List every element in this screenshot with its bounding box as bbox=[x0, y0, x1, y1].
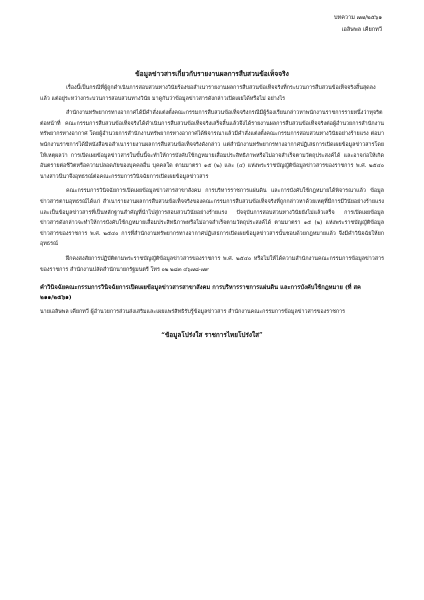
document-title: ข้อมูลข่าวสารเกี่ยวกับรายงานผลการสืบสวนข้อเท็จจริง bbox=[135, 70, 289, 78]
decision-heading: คำวินิจฉัยคณะกรรมการวินิจฉัยการเปิดเผยข้อมูลข่าวสารสาขาสังคม การบริหารราชการแผ่นดิน และการบังคับใช้กฎหมาย (ที่ สค ๒๑๑/๒๕๖๑) bbox=[40, 285, 361, 302]
paragraph-ruling: คณะกรรมการวินิจฉัยการเปิดเผยข้อมูลข่าวสารสาขาสังคม การบริหารราชการแผ่นดิน และการบังคับใช้กฎหมายได้พิจารณาแล้ว ข้อมูลข่าวสารตามอุทธรณ์ได้แก่ สำเนารายงานผลการสืบสวนข้อเท็จจริงของคณะกรรมการสืบสวนข้อเท็จจริงที่ถูกกล่าวหาด้วยเหตุที่มีการมีวินัยอย่างร้ายแรง และเป็นข้อมูลข่าวสารที่เป็นหลักฐานสำคัญที่นำไปสู่การสอบสวนวินัยอย่างร้ายแรง ปัจจุบันการสอบสวนทางวินัยยังไม่แล้วเสร็จ การเปิดเผยข้อมูลข่าวสารดังกล่าวจะทำให้การบังคับใช้กฎหมายเสื่อมประสิทธิภาพหรือไม่อาจสำเร็จตามวัตถุประสงค์ได้ ตามมาตรา ๑๕ (๒) แห่งพระราชบัญญัติข้อมูลข่าวสารของราชการ พ.ศ. ๒๕๔๐ การที่สำนักงานทรัพยากรทางอากาศปฏิเสธการเปิดเผยข้อมูลข่าวสารนั้นชอบด้วยกฎหมายแล้ว จึงมีคำวินิจฉัยให้ยกอุทธรณ์ bbox=[40, 188, 384, 248]
header-author: เอลิษพล เคียกทวี bbox=[341, 27, 382, 33]
paragraph-intro: เรื่องนี้เป็นกรณีที่ผู้ถูกดำเนินการสอบสวนทางวินัยร้องขอสำเนารายงานผลการสืบสวนข้อเท็จจริงที่กระบวนการสืบสวนข้อเท็จจริงสิ้นสุดลงแล้ว แต่อยู่ระหว่างกระบวนการสอบสวนทางวินัย มาดูกันว่าข้อมูลข่าวสารดังกล่าวเปิดเผยได้หรือไม่ อย่างไร bbox=[40, 85, 376, 102]
slogan: “ข้อมูลโปร่งใส ราชการไทยโปร่งใส” bbox=[161, 330, 263, 339]
author-block: นายเอลิษพล เคียกทวี ผู้อำนวยการส่วนส่งเสริมและเผยแพร่สิทธิรับรู้ข้อมูลข่าวสาร สำนักงานคณะกรรมการข้อมูลข่าวสารของราชการ bbox=[40, 309, 346, 316]
paragraph-facts: สำนักงานทรัพยากรทางอากาศได้มีคำสั่งแต่งตั้งคณะกรรมการสืบสวนข้อเท็จจริงกรณีมีผู้ร้องเรียนกล่าวหาพนักงานราชการรายหนึ่งว่าทุจริตต่อหน้าที่ คณะกรรมการสืบสวนข้อเท็จจริงได้ดำเนินการสืบสวนข้อเท็จจริงเสร็จสิ้นแล้วจึงได้รายงานผลการสืบสวนข้อเท็จจริงต่อผู้อำนวยการสำนักงานทรัพยากรทางอากาศ โดยผู้อำนวยการสำนักงานทรัพยากรทางอากาศได้พิจารณาแล้วมีคำสั่งแต่งตั้งคณะกรรมการสอบสวนทางวินัยอย่างร้ายแรง ต่อมาพนักงานราชการได้มีหนังสือขอสำเนารายงานผลการสืบสวนข้อเท็จจริงดังกล่าว แต่สำนักงานทรัพยากรทางอากาศปฏิเสธการเปิดเผยข้อมูลข่าวสารโดยให้เหตุผลว่า การเปิดเผยข้อมูลข่าวสารในขั้นนี้จะทำให้การบังคับใช้กฎหมายเสื่อมประสิทธิภาพหรือไม่อาจสำเร็จตามวัตถุประสงค์ได้ และอาจก่อให้เกิดอันตรายต่อชีวิตหรือความปลอดภัยของบุคคลอื่น บุคคลใด ตามมาตรา ๑๕ (๒) และ (๔) แห่งพระราชบัญญัติข้อมูลข่าวสารของราชการ พ.ศ. ๒๕๔๐ นางสาวนีนาจึงอุทธรณ์ต่อคณะกรรมการวินิจฉัยการเปิดเผยข้อมูลข่าวสาร bbox=[40, 110, 384, 180]
paragraph-contact: ฝึกคงสงสัยการปฏิบัติตามพระราชบัญญัติข้อมูลข่าวสารของราชการ พ.ศ. ๒๕๔๐ หรือไม่ให้ได้ความสำนักงานคณะกรรมการข้อมูลข่าวสารของราชการ สำนักงานปลัดสำนักนายกรัฐมนตรี โทร ๐๒ ๒๘๓ ๔๖๗๘-๗๙ bbox=[40, 255, 384, 273]
document-number: บทความ ๗๗/๒๕๖๑ bbox=[333, 15, 382, 21]
